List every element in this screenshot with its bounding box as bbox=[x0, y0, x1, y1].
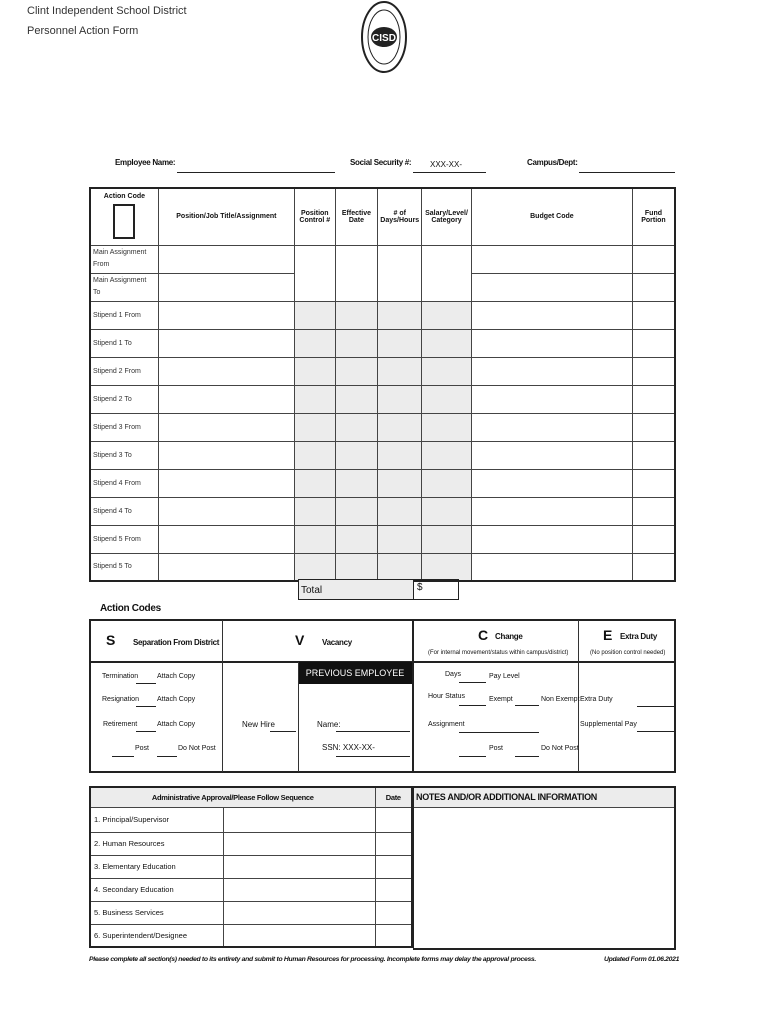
attach-copy-label: Attach Copy bbox=[157, 721, 196, 728]
attach-copy-label: Attach Copy bbox=[157, 696, 196, 703]
campus-label: Campus/Dept: bbox=[527, 158, 578, 167]
row-label: Stipend 1 To bbox=[90, 329, 158, 357]
grid-cell[interactable] bbox=[471, 469, 632, 497]
grid-cell[interactable] bbox=[378, 301, 422, 329]
termination-blank[interactable] bbox=[136, 674, 156, 684]
salary-header-l2: Category bbox=[431, 216, 462, 224]
grid-cell[interactable] bbox=[158, 441, 294, 469]
form-name: Personnel Action Form bbox=[27, 25, 139, 37]
approval-table bbox=[89, 786, 413, 948]
approval-row bbox=[90, 924, 412, 947]
vacancy-letter: V bbox=[295, 632, 305, 648]
grid-cell[interactable] bbox=[294, 329, 335, 357]
row-label: Stipend 1 From bbox=[90, 301, 158, 329]
grid-cell[interactable] bbox=[471, 413, 632, 441]
control-header-l2: Control # bbox=[299, 216, 331, 224]
row-label: Stipend 5 To bbox=[90, 553, 158, 581]
grid-cell[interactable] bbox=[632, 525, 675, 553]
grid-cell[interactable] bbox=[294, 245, 335, 301]
table-row bbox=[90, 413, 675, 441]
prev-ssn-field[interactable] bbox=[336, 746, 410, 757]
grid-cell[interactable] bbox=[335, 525, 378, 553]
grid-cell[interactable] bbox=[422, 469, 472, 497]
grid-cell[interactable] bbox=[471, 525, 632, 553]
approval-date-cell[interactable] bbox=[375, 924, 412, 947]
change-letter: C bbox=[478, 627, 489, 643]
action-code-box[interactable] bbox=[113, 204, 135, 239]
logo-text: CISD bbox=[372, 33, 396, 44]
grid-cell[interactable] bbox=[335, 469, 378, 497]
assignment-label: Assignment bbox=[428, 721, 465, 728]
separation-title: Separation From District bbox=[133, 638, 220, 647]
row-label-l1: Main Assignment bbox=[93, 277, 147, 284]
approval-step-label: 3. Elementary Education bbox=[90, 855, 223, 878]
grid-cell[interactable] bbox=[335, 329, 378, 357]
grid-cell[interactable] bbox=[378, 413, 422, 441]
approval-step-label: 5. Business Services bbox=[90, 901, 223, 924]
grid-cell[interactable] bbox=[158, 245, 294, 273]
grid-cell[interactable] bbox=[158, 385, 294, 413]
grid-cell[interactable] bbox=[335, 357, 378, 385]
pay-level-label: Pay Level bbox=[489, 673, 520, 680]
approval-date-header: Date bbox=[375, 787, 412, 807]
row-label: Stipend 2 From bbox=[90, 357, 158, 385]
grid-cell[interactable] bbox=[335, 413, 378, 441]
table-row bbox=[90, 469, 675, 497]
grid-cell[interactable] bbox=[422, 301, 472, 329]
approval-step-label: 6. Superintendent/Designee bbox=[90, 924, 223, 947]
grid-cell[interactable] bbox=[378, 245, 422, 301]
grid-cell[interactable] bbox=[158, 273, 294, 301]
retirement-label: Retirement bbox=[103, 721, 138, 728]
grid-cell[interactable] bbox=[294, 301, 335, 329]
table-row bbox=[90, 553, 675, 581]
grid-cell[interactable] bbox=[378, 497, 422, 525]
grid-cell[interactable] bbox=[378, 329, 422, 357]
action-code-header bbox=[90, 188, 158, 245]
table-row bbox=[90, 497, 675, 525]
total-symbol: $ bbox=[417, 582, 423, 593]
c-post-blank[interactable] bbox=[459, 747, 486, 757]
grid-cell[interactable] bbox=[335, 497, 378, 525]
footer-updated: Updated Form 01.06.2021 bbox=[604, 956, 680, 963]
grid-cell[interactable] bbox=[335, 553, 378, 581]
table-row bbox=[90, 385, 675, 413]
row-label: Stipend 3 From bbox=[90, 413, 158, 441]
grid-cell[interactable] bbox=[378, 525, 422, 553]
extra-duty-label: Extra Duty bbox=[580, 696, 613, 703]
approval-signature-cell[interactable] bbox=[223, 901, 375, 924]
grid-cell[interactable] bbox=[632, 385, 675, 413]
grid-cell[interactable] bbox=[294, 413, 335, 441]
approval-signature-cell[interactable] bbox=[223, 924, 375, 947]
district-name: Clint Independent School District bbox=[27, 5, 187, 17]
grid-cell[interactable] bbox=[294, 525, 335, 553]
approval-date-cell[interactable] bbox=[375, 807, 412, 832]
grid-cell[interactable] bbox=[471, 301, 632, 329]
exempt-label: Exempt bbox=[489, 696, 513, 703]
grid-cell[interactable] bbox=[632, 273, 675, 301]
approval-header: Administrative Approval/Please Follow Sequence bbox=[90, 787, 375, 807]
approval-row bbox=[90, 832, 412, 855]
campus-field[interactable] bbox=[579, 160, 675, 173]
control-header bbox=[294, 188, 335, 245]
approval-row bbox=[90, 855, 412, 878]
fund-portion-header: Fund Portion bbox=[632, 188, 675, 245]
extra-duty-letter: E bbox=[603, 627, 613, 643]
grid-cell[interactable] bbox=[294, 497, 335, 525]
days-header-l1: # of bbox=[393, 209, 406, 217]
separation-letter: S bbox=[106, 632, 116, 648]
budget-code-header: Budget Code bbox=[471, 188, 632, 245]
notes-box[interactable] bbox=[413, 786, 676, 950]
row-label: Stipend 2 To bbox=[90, 385, 158, 413]
row-label: Stipend 4 To bbox=[90, 497, 158, 525]
s-post-label: Post bbox=[135, 745, 150, 752]
grid-cell[interactable] bbox=[378, 441, 422, 469]
previous-employee-header: PREVIOUS EMPLOYEE bbox=[298, 662, 412, 684]
grid-cell[interactable] bbox=[632, 245, 675, 273]
salary-header-l1: Salary/Level/ bbox=[425, 209, 468, 217]
grid-cell[interactable] bbox=[632, 497, 675, 525]
approval-signature-cell[interactable] bbox=[223, 832, 375, 855]
table-row bbox=[90, 301, 675, 329]
action-code-label: Action Code bbox=[103, 193, 146, 200]
approval-signature-cell[interactable] bbox=[223, 855, 375, 878]
employee-name-field[interactable] bbox=[177, 160, 335, 173]
grid-cell[interactable] bbox=[632, 553, 675, 581]
total-row bbox=[298, 579, 459, 600]
approval-row bbox=[90, 878, 412, 901]
employee-name-label: Employee Name: bbox=[115, 158, 176, 167]
new-hire-label: New Hire bbox=[242, 720, 275, 729]
assignment-grid bbox=[89, 187, 676, 582]
grid-cell[interactable] bbox=[422, 413, 472, 441]
table-row bbox=[90, 525, 675, 553]
grid-cell[interactable] bbox=[632, 469, 675, 497]
grid-cell[interactable] bbox=[378, 385, 422, 413]
grid-cell[interactable] bbox=[471, 357, 632, 385]
extra-duty-subtitle: (No position control needed) bbox=[590, 650, 666, 656]
days-header-l2: Days/Hours bbox=[380, 216, 420, 224]
grid-cell[interactable] bbox=[422, 385, 472, 413]
grid-cell[interactable] bbox=[335, 245, 378, 301]
grid-cell[interactable] bbox=[158, 553, 294, 581]
grid-cell[interactable] bbox=[158, 413, 294, 441]
c-post-label: Post bbox=[489, 745, 504, 752]
ssn-field[interactable] bbox=[413, 160, 486, 173]
row-label-l2: To bbox=[93, 289, 101, 296]
row-label bbox=[90, 273, 158, 301]
table-row bbox=[90, 245, 675, 273]
grid-cell[interactable] bbox=[422, 357, 472, 385]
table-row bbox=[90, 357, 675, 385]
approval-date-cell[interactable] bbox=[375, 901, 412, 924]
grid-cell[interactable] bbox=[335, 301, 378, 329]
grid-cell[interactable] bbox=[632, 329, 675, 357]
c-do-not-post-label: Do Not Post bbox=[541, 745, 579, 752]
approval-date-cell[interactable] bbox=[375, 878, 412, 901]
grid-cell[interactable] bbox=[632, 357, 675, 385]
grid-cell[interactable] bbox=[422, 441, 472, 469]
retirement-blank[interactable] bbox=[136, 722, 156, 732]
grid-cell[interactable] bbox=[422, 245, 472, 301]
assignment-blank[interactable] bbox=[459, 723, 539, 733]
table-row bbox=[90, 441, 675, 469]
approval-signature-cell[interactable] bbox=[223, 807, 375, 832]
grid-cell[interactable] bbox=[632, 413, 675, 441]
salary-header bbox=[422, 188, 472, 245]
ssn-label: Social Security #: bbox=[350, 158, 412, 167]
resignation-label: Resignation bbox=[102, 696, 139, 703]
row-label: Stipend 4 From bbox=[90, 469, 158, 497]
grid-cell[interactable] bbox=[471, 385, 632, 413]
change-title: Change bbox=[495, 632, 523, 641]
days-blank[interactable] bbox=[459, 673, 486, 683]
grid-cell[interactable] bbox=[294, 469, 335, 497]
days-label: Days bbox=[445, 671, 461, 678]
change-subtitle: (For internal movement/status within campus/district) bbox=[428, 650, 569, 656]
grid-cell[interactable] bbox=[294, 553, 335, 581]
supplemental-pay-label: Supplemental Pay bbox=[580, 721, 637, 728]
grid-cell[interactable] bbox=[158, 357, 294, 385]
extra-duty-blank[interactable] bbox=[637, 697, 674, 707]
grid-cell[interactable] bbox=[422, 553, 472, 581]
non-exempt-blank[interactable] bbox=[515, 696, 539, 706]
grid-cell[interactable] bbox=[471, 273, 632, 301]
grid-cell[interactable] bbox=[422, 329, 472, 357]
footer-instruction: Please complete all section(s) needed to its entirety and submit to Human Resources for processing. Incomplete forms may delay the approval process. bbox=[89, 956, 537, 963]
grid-cell[interactable] bbox=[335, 441, 378, 469]
ssn-prefix: XXX-XX- bbox=[430, 160, 463, 169]
extra-duty-title: Extra Duty bbox=[620, 632, 658, 641]
row-label-l2: From bbox=[93, 261, 110, 268]
grid-cell[interactable] bbox=[471, 553, 632, 581]
grid-cell[interactable] bbox=[158, 525, 294, 553]
grid-cell[interactable] bbox=[294, 357, 335, 385]
s-do-not-post-label: Do Not Post bbox=[178, 745, 216, 752]
approval-step-label: 1. Principal/Supervisor bbox=[90, 807, 223, 832]
approval-row bbox=[90, 901, 412, 924]
grid-cell[interactable] bbox=[335, 385, 378, 413]
non-exempt-label: Non Exempt bbox=[541, 696, 580, 703]
grid-cell[interactable] bbox=[158, 329, 294, 357]
prev-ssn-value: XXX-XX- bbox=[342, 743, 375, 752]
grid-cell[interactable] bbox=[378, 553, 422, 581]
grid-cell[interactable] bbox=[632, 301, 675, 329]
grid-cell[interactable] bbox=[471, 441, 632, 469]
approval-date-cell[interactable] bbox=[375, 832, 412, 855]
grid-cell[interactable] bbox=[471, 497, 632, 525]
termination-label: Termination bbox=[102, 673, 139, 680]
effective-date-header: Effective Date bbox=[335, 188, 378, 245]
prev-name-field[interactable] bbox=[336, 721, 410, 732]
total-label: Total bbox=[301, 585, 323, 596]
new-hire-blank[interactable] bbox=[270, 722, 296, 732]
row-label: Stipend 3 To bbox=[90, 441, 158, 469]
days-header bbox=[378, 188, 422, 245]
prev-name-label: Name: bbox=[317, 720, 341, 729]
grid-cell[interactable] bbox=[471, 245, 632, 273]
grid-cell[interactable] bbox=[422, 525, 472, 553]
grid-cell[interactable] bbox=[422, 497, 472, 525]
approval-step-label: 2. Human Resources bbox=[90, 832, 223, 855]
s-do-not-post-blank[interactable] bbox=[157, 747, 177, 757]
grid-cell[interactable] bbox=[294, 385, 335, 413]
row-label bbox=[90, 245, 158, 273]
table-row bbox=[90, 329, 675, 357]
grid-cell[interactable] bbox=[632, 441, 675, 469]
c-do-not-post-blank[interactable] bbox=[515, 747, 539, 757]
prev-ssn-text: SSN: bbox=[322, 743, 341, 752]
hour-status-label: Hour Status bbox=[428, 693, 465, 700]
row-label-l1: Main Assignment bbox=[93, 249, 147, 256]
attach-copy-label: Attach Copy bbox=[157, 673, 196, 680]
exempt-blank[interactable] bbox=[459, 696, 486, 706]
row-label: Stipend 5 From bbox=[90, 525, 158, 553]
position-header: Position/Job Title/Assignment bbox=[158, 188, 294, 245]
control-header-l1: Position bbox=[300, 209, 329, 217]
notes-title: NOTES AND/OR ADDITIONAL INFORMATION bbox=[416, 792, 597, 802]
grid-cell[interactable] bbox=[158, 497, 294, 525]
grid-cell[interactable] bbox=[158, 301, 294, 329]
grid-cell[interactable] bbox=[471, 329, 632, 357]
s-post-blank[interactable] bbox=[112, 747, 134, 757]
grid-cell[interactable] bbox=[378, 357, 422, 385]
district-seal-logo bbox=[360, 0, 408, 76]
supplemental-pay-blank[interactable] bbox=[637, 722, 674, 732]
total-label-cell bbox=[299, 580, 414, 599]
approval-row bbox=[90, 807, 412, 832]
grid-cell[interactable] bbox=[158, 469, 294, 497]
grid-cell[interactable] bbox=[378, 469, 422, 497]
grid-cell[interactable] bbox=[294, 441, 335, 469]
vacancy-title: Vacancy bbox=[322, 638, 352, 647]
approval-date-cell[interactable] bbox=[375, 855, 412, 878]
approval-step-label: 4. Secondary Education bbox=[90, 878, 223, 901]
approval-signature-cell[interactable] bbox=[223, 878, 375, 901]
resignation-blank[interactable] bbox=[136, 697, 156, 707]
action-codes-title: Action Codes bbox=[100, 603, 161, 614]
